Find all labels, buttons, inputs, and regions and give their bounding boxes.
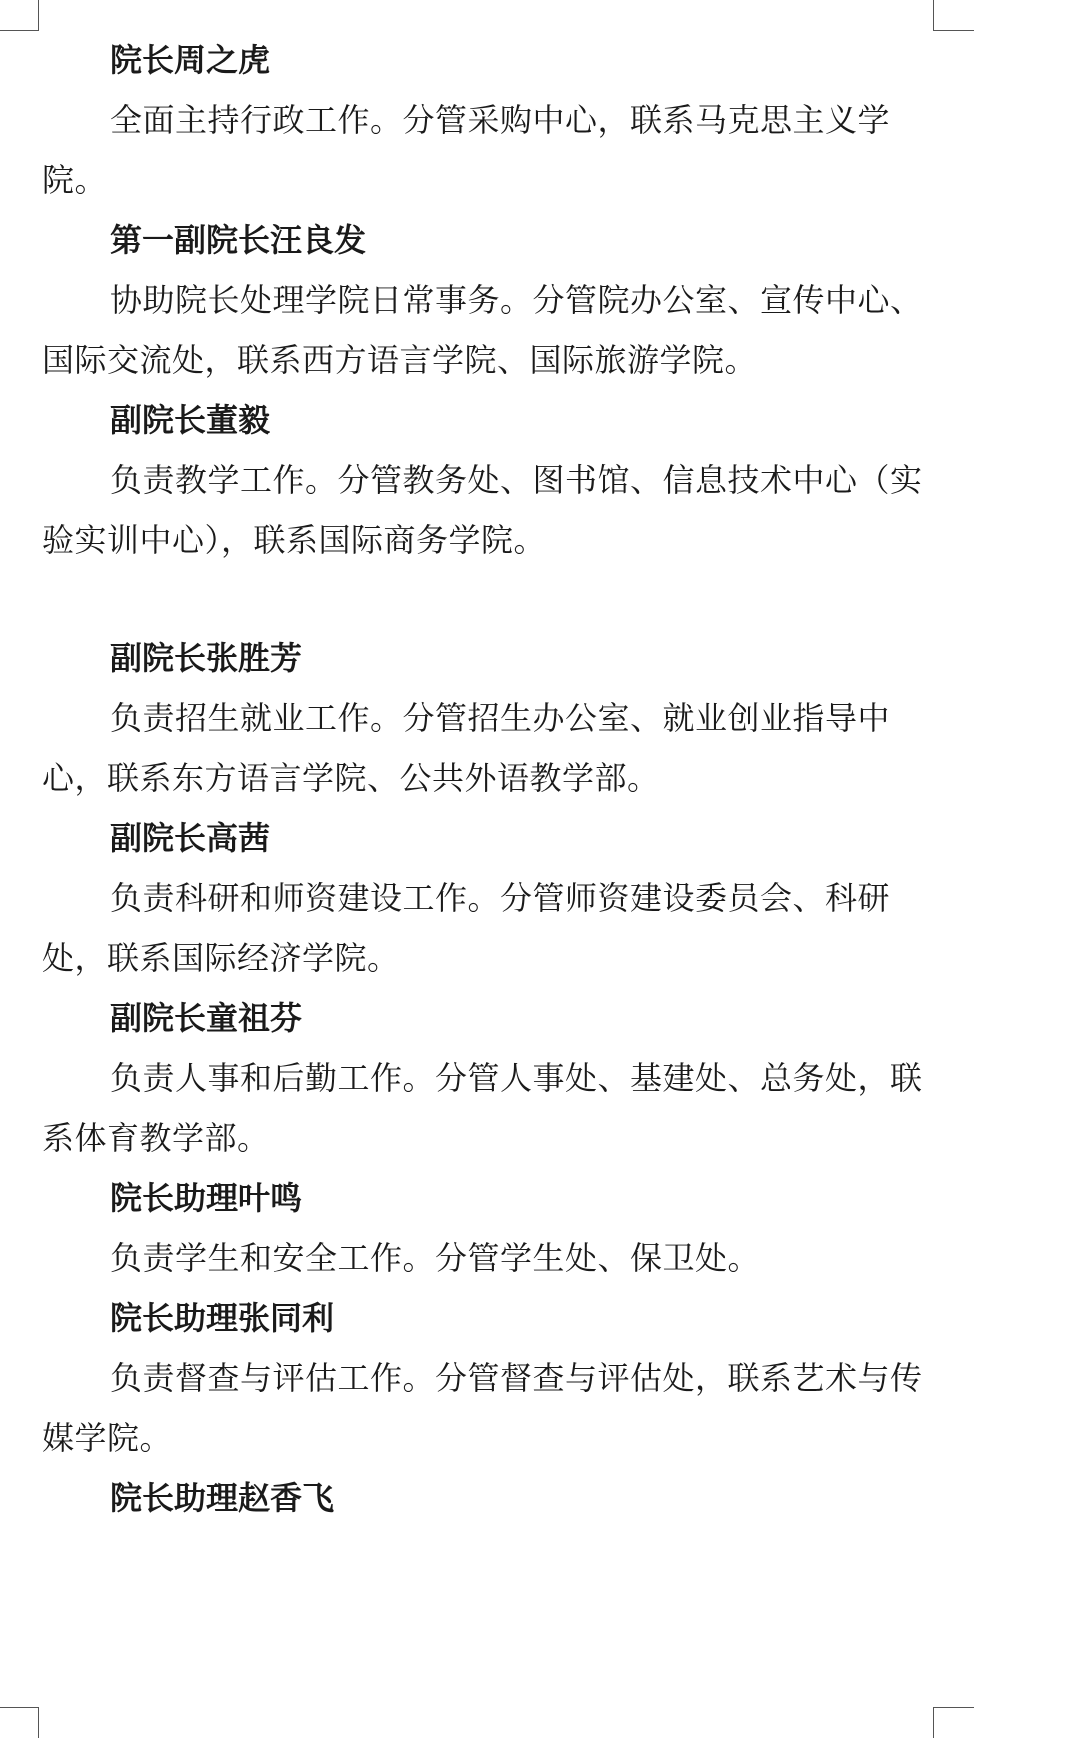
entry-vice-president-zhang bbox=[42, 628, 924, 808]
entry-name: 院长助理张同利 bbox=[110, 1299, 335, 1337]
crop-mark-top-right bbox=[933, 0, 974, 31]
entry-name: 院长助理叶鸣 bbox=[110, 1179, 303, 1217]
blank-line bbox=[42, 570, 924, 628]
entry-name: 第一副院长汪良发 bbox=[110, 221, 367, 259]
entry-vice-president-dong bbox=[42, 390, 924, 570]
entry-duty: 负责督查与评估工作。分管督查与评估处，联系艺术与传媒学院。 bbox=[42, 1359, 923, 1457]
entry-duty: 负责人事和后勤工作。分管人事处、基建处、总务处，联系体育教学部。 bbox=[42, 1059, 923, 1157]
entry-duty: 负责教学工作。分管教务处、图书馆、信息技术中心（实验实训中心），联系国际商务学院。 bbox=[42, 461, 923, 559]
entry-assistant-zhang bbox=[42, 1288, 924, 1468]
entry-assistant-ye bbox=[42, 1168, 924, 1288]
entry-vice-president-gao bbox=[42, 808, 924, 988]
entry-assistant-zhao bbox=[42, 1468, 924, 1528]
entry-name: 副院长董毅 bbox=[110, 401, 271, 439]
crop-mark-bottom-left bbox=[0, 1707, 39, 1738]
entry-name: 副院长张胜芳 bbox=[110, 639, 303, 677]
entry-name: 副院长童祖芬 bbox=[110, 999, 303, 1037]
entry-duty: 全面主持行政工作。分管采购中心，联系马克思主义学院。 bbox=[42, 101, 891, 199]
entry-name: 院长周之虎 bbox=[110, 41, 271, 79]
crop-mark-bottom-right bbox=[933, 1707, 974, 1738]
entry-duty: 负责科研和师资建设工作。分管师资建设委员会、科研处，联系国际经济学院。 bbox=[42, 879, 891, 977]
crop-mark-top-left bbox=[0, 0, 39, 31]
entry-president bbox=[42, 30, 924, 210]
entry-duty: 协助院长处理学院日常事务。分管院办公室、宣传中心、国际交流处，联系西方语言学院、国际旅游学院。 bbox=[42, 281, 923, 379]
entry-vice-president-tong bbox=[42, 988, 924, 1168]
entry-first-vice-president bbox=[42, 210, 924, 390]
document-body bbox=[42, 30, 924, 1528]
entry-name: 院长助理赵香飞 bbox=[110, 1479, 335, 1517]
entry-duty: 负责学生和安全工作。分管学生处、保卫处。 bbox=[110, 1239, 761, 1277]
entry-name: 副院长高茜 bbox=[110, 819, 271, 857]
entry-duty: 负责招生就业工作。分管招生办公室、就业创业指导中心，联系东方语言学院、公共外语教学部。 bbox=[42, 699, 891, 797]
